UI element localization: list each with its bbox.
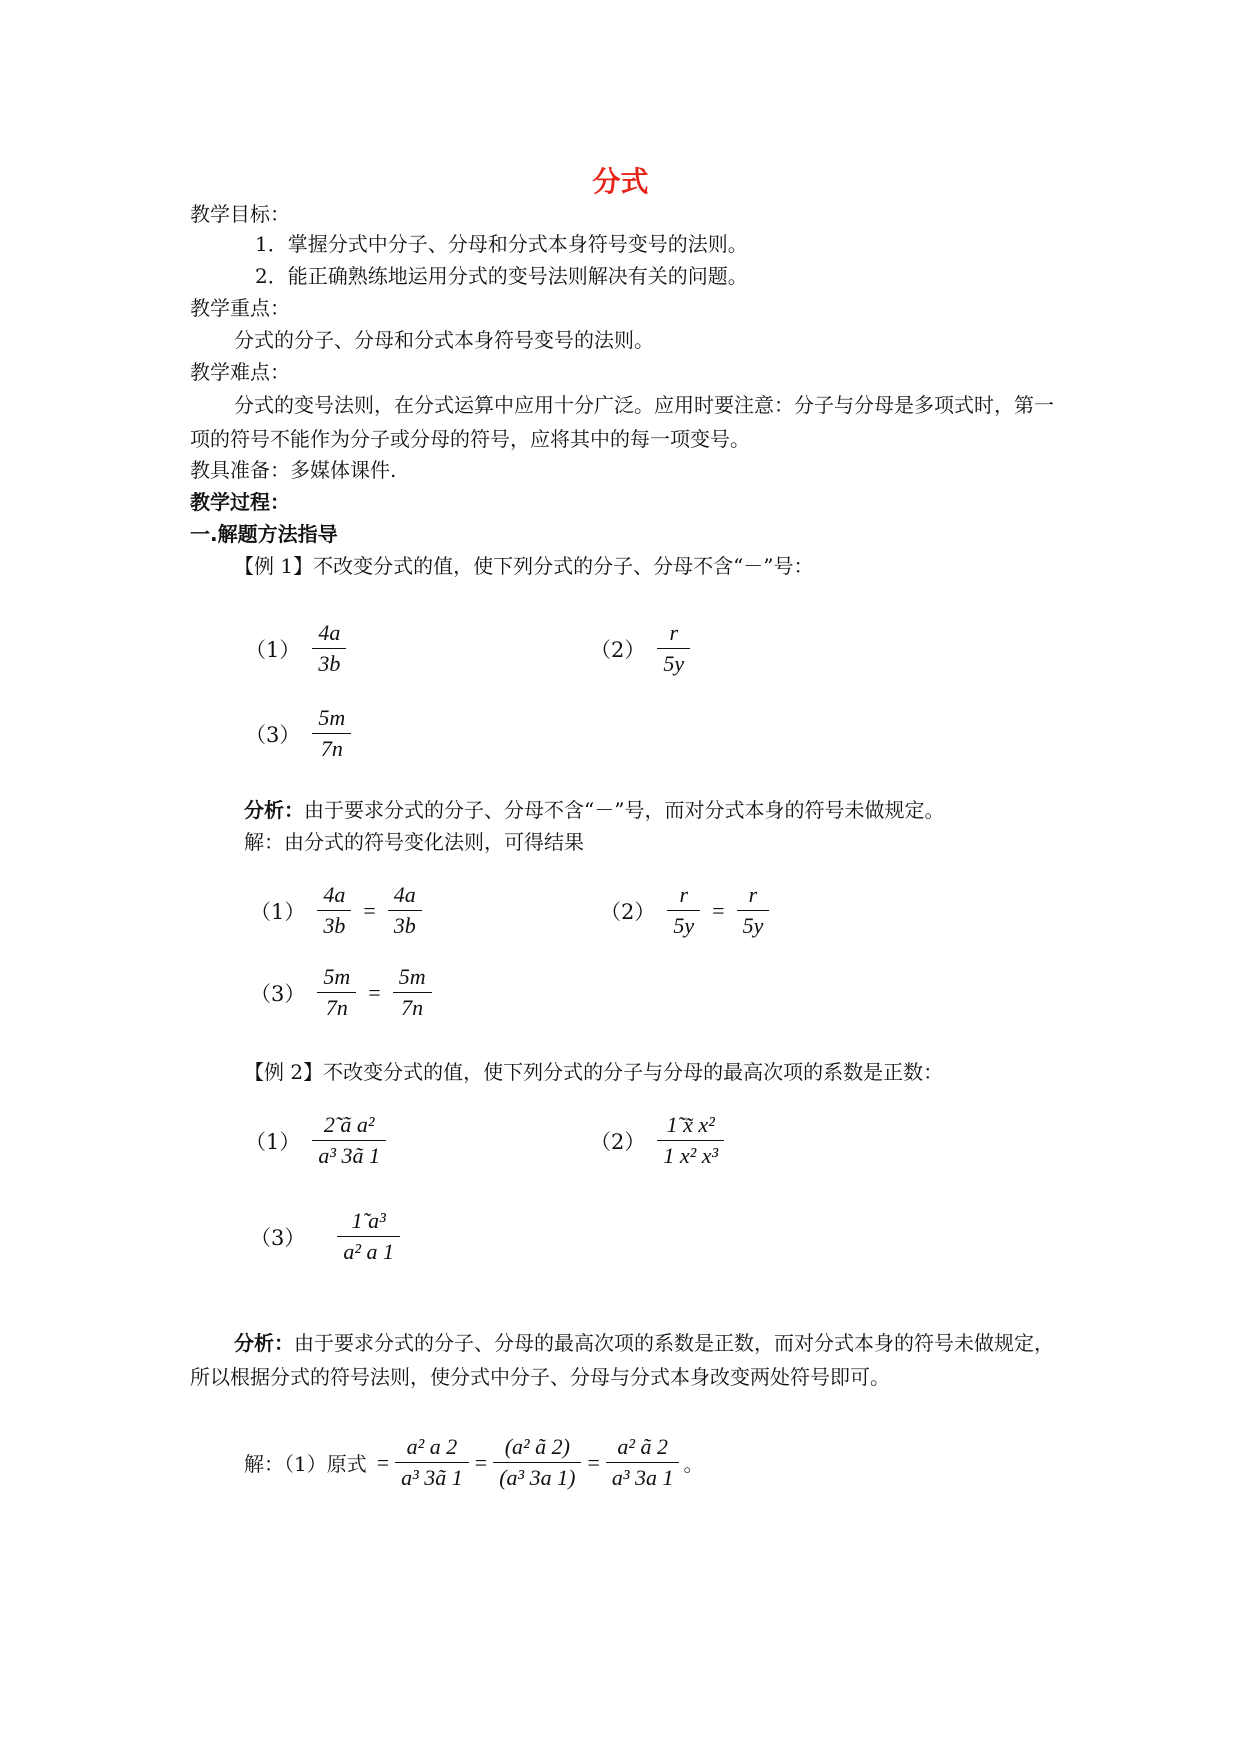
denominator: 3b: [318, 651, 341, 676]
fraction: [657, 1110, 724, 1171]
numerator: 4a: [323, 882, 346, 907]
denominator: 5y: [742, 913, 764, 938]
solution-1-item: [600, 880, 773, 941]
analysis-label: 分析：: [244, 798, 304, 822]
equals-sign: =: [368, 979, 381, 1005]
example-2-prompt: 【例 2】不改变分式的值，使下列分式的分子与分母的最高次项的系数是正数：: [244, 1060, 944, 1084]
key-heading: 教学重点：: [190, 296, 290, 320]
process-heading: 教学过程：: [190, 490, 290, 514]
numerator: (a² ã 2): [504, 1434, 570, 1459]
item-label: （1）: [250, 899, 306, 924]
analysis-1: [244, 796, 944, 824]
numerator: 4a: [318, 620, 341, 645]
numerator: r: [669, 620, 679, 645]
denominator: a³ 3ã 1: [401, 1465, 463, 1490]
denominator: a² a 1: [343, 1239, 394, 1264]
numerator: 1̃ x̃ x²: [666, 1112, 715, 1137]
page-title: 分式: [592, 165, 649, 198]
goal-2: 2．能正确熟练地运用分式的变号法则解决有关的问题。: [255, 264, 748, 288]
numerator: 5m: [398, 964, 426, 989]
analysis-text: 由于要求分式的分子、分母的最高次项的系数是正数，而对分式本身的符号未做规定，所以根据分式的符号法则，使分式中分子、分母与分式本身改变两处符号即可。: [190, 1331, 1054, 1389]
denominator: 7n: [401, 995, 424, 1020]
equals-sign: =: [712, 897, 725, 923]
denominator: 5y: [663, 651, 685, 676]
example-2-item: [250, 1206, 404, 1267]
section-heading: 一.解题方法指导: [190, 522, 338, 546]
item-label: （2）: [600, 899, 656, 924]
fraction: [388, 880, 422, 941]
fraction: [312, 1110, 386, 1171]
numerator: 1̃ a³: [351, 1208, 386, 1233]
period: 。: [683, 1452, 704, 1476]
fraction: [312, 618, 346, 679]
numerator: r: [679, 882, 689, 907]
denominator: a³ 3a 1: [611, 1465, 674, 1490]
fraction: [393, 962, 432, 1023]
solution-1: 解：由分式的符号变化法则，可得结果: [244, 830, 584, 854]
goal-heading: 教学目标：: [190, 202, 290, 226]
item-label: （2）: [590, 1129, 646, 1154]
denominator: 3b: [323, 913, 346, 938]
item-label: （1）: [245, 637, 301, 662]
item-label: （3）: [245, 722, 301, 747]
equals-sign: =: [363, 897, 376, 923]
solution-2: [244, 1432, 703, 1493]
example-1-prompt: 【例 1】不改变分式的值，使下列分式的分子、分母不含“－”号：: [234, 554, 814, 578]
fraction: [395, 1432, 469, 1493]
fraction: [657, 618, 690, 679]
fraction: [493, 1432, 581, 1493]
fraction: [667, 880, 700, 941]
item-label: （3）: [250, 1225, 306, 1250]
fraction: [317, 880, 351, 941]
example-2-item: [590, 1110, 728, 1171]
example-1-item: [590, 618, 694, 679]
analysis-2: [190, 1326, 1060, 1394]
numerator: a² a 2: [406, 1434, 458, 1459]
item-label: （2）: [590, 637, 646, 662]
denominator: 1 x² x³: [663, 1143, 719, 1168]
fraction: [606, 1432, 680, 1493]
denominator: (a³ 3a 1): [499, 1465, 576, 1490]
example-1-item: [245, 703, 355, 764]
difficulty-heading: 教学难点：: [190, 360, 290, 384]
solution-label: 解：（1）原式: [244, 1452, 367, 1476]
denominator: 3b: [393, 913, 416, 938]
denominator: a³ 3ã 1: [318, 1143, 380, 1168]
analysis-text: 由于要求分式的分子、分母不含“－”号，而对分式本身的符号未做规定。: [304, 798, 945, 822]
example-2-item: [245, 1110, 390, 1171]
numerator: 2̃ ã a²: [323, 1112, 375, 1137]
fraction: [337, 1206, 400, 1267]
item-label: （3）: [250, 981, 306, 1006]
fraction: [312, 703, 351, 764]
denominator: 5y: [673, 913, 695, 938]
numerator: 5m: [318, 705, 346, 730]
numerator: 5m: [323, 964, 351, 989]
denominator: 7n: [325, 995, 348, 1020]
analysis-label: 分析：: [234, 1331, 294, 1355]
fraction: [737, 880, 770, 941]
difficulty-text: 分式的变号法则，在分式运算中应用十分广泛。应用时要注意：分子与分母是多项式时，第一项的符号不能作为分子或分母的符号，应将其中的每一项变号。: [190, 393, 1054, 451]
goal-1: 1．掌握分式中分子、分母和分式本身符号变号的法则。: [255, 232, 748, 256]
key-text: 分式的分子、分母和分式本身符号变号的法则。: [234, 328, 654, 352]
example-1-item: [245, 618, 350, 679]
equals-sign: =: [587, 1449, 600, 1475]
solution-1-item: [250, 962, 436, 1023]
denominator: 7n: [320, 736, 343, 761]
equals-sign: =: [376, 1449, 390, 1475]
numerator: r: [748, 882, 758, 907]
preparation: 教具准备：多媒体课件.: [190, 458, 397, 482]
numerator: 4a: [393, 882, 416, 907]
fraction: [317, 962, 356, 1023]
solution-1-item: [250, 880, 426, 941]
numerator: a² ã 2: [617, 1434, 668, 1459]
item-label: （1）: [245, 1129, 301, 1154]
equals-sign: =: [474, 1449, 488, 1475]
